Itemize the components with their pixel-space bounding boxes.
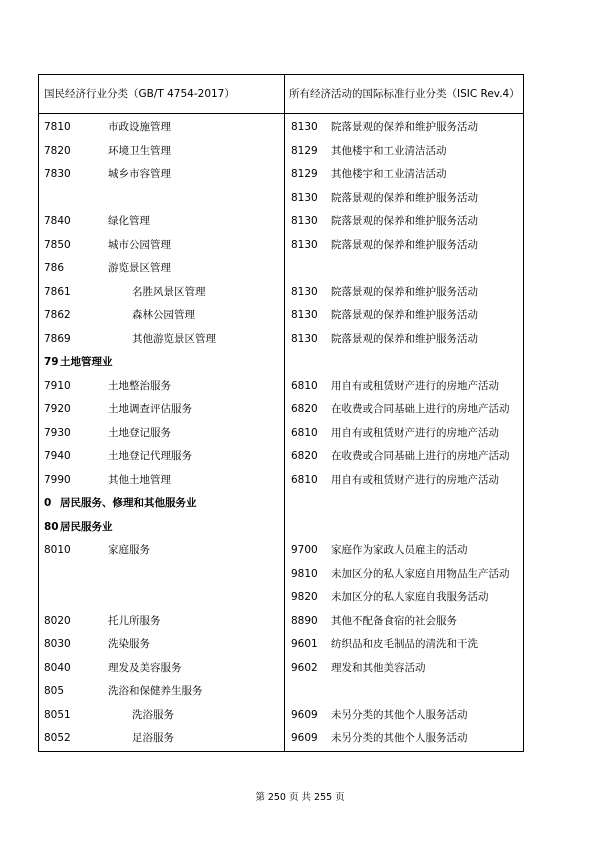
gbt-category-name: 城市公园管理 [108, 238, 171, 251]
gbt-code: 7850 [44, 238, 71, 251]
isic-activity-name: 院落景观的保养和维护服务活动 [331, 238, 478, 251]
gbt-category-name: 理发及美容服务 [108, 661, 182, 674]
isic-activity-name: 在收费或合同基础上进行的房地产活动 [331, 450, 510, 462]
gbt-category-name: 居民服务、修理和其他服务业 [60, 497, 197, 509]
table-row [38, 586, 524, 610]
isic-activity-name: 院落景观的保养和维护服务活动 [331, 191, 478, 204]
gbt-category-name: 居民服务业 [60, 520, 113, 533]
table-row [38, 187, 524, 211]
isic-activity-name: 未加区分的私人家庭自我服务活动 [331, 591, 489, 603]
table-row [38, 539, 524, 563]
isic-activity-name: 院落景观的保养和维护服务活动 [331, 285, 478, 298]
gbt-category-name: 环境卫生管理 [108, 144, 171, 157]
isic-activity-name: 院落景观的保养和维护服务活动 [331, 121, 478, 133]
gbt-code: 7862 [44, 309, 71, 321]
table-row [38, 680, 524, 704]
gbt-code: 8052 [44, 732, 71, 744]
gbt-category-name: 绿化管理 [108, 215, 150, 227]
isic-code: 9700 [291, 544, 318, 556]
gbt-category-name: 市政设施管理 [108, 121, 171, 133]
table-body [38, 114, 524, 751]
gbt-category-name: 家庭服务 [108, 544, 150, 556]
gbt-category-name: 足浴服务 [132, 732, 174, 744]
gbt-category-name: 森林公园管理 [132, 309, 195, 321]
isic-activity-name: 其他楼宇和工业清洁活动 [331, 168, 447, 180]
gbt-category-name: 洗浴服务 [132, 708, 174, 721]
isic-activity-name: 院落景观的保养和维护服务活动 [331, 309, 478, 321]
gbt-category-name: 洗染服务 [108, 638, 150, 650]
gbt-code: 8010 [44, 544, 71, 556]
gbt-code: 7840 [44, 215, 71, 227]
table-row [38, 445, 524, 469]
table-row [38, 727, 524, 751]
page-number: 第 250 页 共 255 页 [255, 792, 345, 803]
isic-code: 9609 [291, 708, 318, 721]
isic-activity-name: 其他楼宇和工业清洁活动 [331, 144, 447, 157]
isic-activity-name: 理发和其他美容活动 [331, 661, 426, 674]
isic-code: 9810 [291, 567, 318, 580]
isic-code: 8890 [291, 614, 318, 627]
isic-activity-name: 院落景观的保养和维护服务活动 [331, 215, 478, 227]
gbt-code: 8020 [44, 614, 71, 627]
gbt-code: 8051 [44, 708, 71, 721]
gbt-code: 7861 [44, 285, 71, 298]
isic-activity-name: 其他不配备食宿的社会服务 [331, 614, 457, 627]
gbt-code: 805 [44, 685, 65, 697]
gbt-code: 7920 [44, 403, 71, 415]
table-row [38, 351, 524, 375]
isic-code: 8130 [291, 191, 318, 204]
gbt-code: 7990 [44, 473, 71, 486]
gbt-code: 7930 [44, 426, 71, 439]
table-row [38, 704, 524, 728]
gbt-category-name: 土地登记服务 [108, 426, 171, 439]
gbt-code: 7940 [44, 450, 71, 462]
isic-code: 9820 [291, 591, 318, 603]
table-header [38, 75, 524, 114]
isic-code: 6810 [291, 379, 318, 392]
gbt-code: 7820 [44, 144, 71, 157]
table-row [38, 657, 524, 681]
isic-activity-name: 纺织品和皮毛制品的清洗和干洗 [331, 638, 478, 650]
gbt-code: 8030 [44, 638, 71, 650]
gbt-code: 7910 [44, 379, 71, 392]
isic-activity-name: 未另分类的其他个人服务活动 [331, 732, 468, 744]
gbt-code: 8040 [44, 661, 71, 674]
gbt-category-name: 土地登记代理服务 [108, 450, 192, 462]
isic-activity-name: 家庭作为家政人员雇主的活动 [331, 544, 468, 556]
gbt-code: 7869 [44, 332, 71, 345]
gbt-code: 7830 [44, 168, 71, 180]
isic-code: 8130 [291, 309, 318, 321]
isic-code: 8129 [291, 168, 318, 180]
isic-code: 8129 [291, 144, 318, 157]
isic-code: 8130 [291, 238, 318, 251]
table-row [38, 563, 524, 587]
isic-code: 6810 [291, 426, 318, 439]
table-row [38, 610, 524, 634]
table-row [38, 422, 524, 446]
gbt-category-name: 托儿所服务 [108, 614, 161, 627]
gbt-category-name: 土地调查评估服务 [108, 403, 192, 415]
table-row [38, 375, 524, 399]
gbt-category-name: 名胜风景区管理 [132, 285, 206, 298]
gbt-category-name: 土地整治服务 [108, 379, 171, 392]
gbt-category-name: 土地管理业 [60, 356, 113, 368]
isic-activity-name: 用自有或租赁财产进行的房地产活动 [331, 379, 499, 392]
table-row [38, 304, 524, 328]
isic-code: 9601 [291, 638, 318, 650]
isic-code: 8130 [291, 121, 318, 133]
isic-activity-name: 用自有或租赁财产进行的房地产活动 [331, 426, 499, 439]
isic-activity-name: 用自有或租赁财产进行的房地产活动 [331, 473, 499, 486]
isic-activity-name: 未加区分的私人家庭自用物品生产活动 [331, 567, 510, 580]
isic-activity-name: 未另分类的其他个人服务活动 [331, 708, 468, 721]
isic-code: 6810 [291, 473, 318, 486]
isic-code: 9602 [291, 661, 318, 674]
table-row [38, 163, 524, 187]
gbt-code: 7810 [44, 121, 71, 133]
table-row [38, 633, 524, 657]
isic-code: 6820 [291, 450, 318, 462]
table-row [38, 281, 524, 305]
gbt-code: 80 [44, 520, 59, 533]
table-row [38, 492, 524, 516]
table-row [38, 516, 524, 540]
table-row [38, 140, 524, 164]
gbt-code: 79 [44, 356, 59, 368]
table-row [38, 328, 524, 352]
isic-code: 9609 [291, 732, 318, 744]
header-gbt-classification: 国民经济行业分类（GB/T 4754-2017） [44, 88, 235, 100]
table-row [38, 210, 524, 234]
gbt-category-name: 其他游览景区管理 [132, 332, 216, 345]
gbt-category-name: 洗浴和保健养生服务 [108, 685, 203, 697]
table-row [38, 469, 524, 493]
header-isic-classification: 所有经济活动的国际标准行业分类（ISIC Rev.4） [289, 88, 520, 100]
isic-activity-name: 院落景观的保养和维护服务活动 [331, 332, 478, 345]
isic-code: 8130 [291, 285, 318, 298]
gbt-code: 0 [44, 497, 52, 509]
gbt-category-name: 其他土地管理 [108, 473, 171, 486]
classification-table [38, 74, 524, 752]
gbt-category-name: 城乡市容管理 [108, 168, 171, 180]
isic-code: 8130 [291, 215, 318, 227]
table-row [38, 234, 524, 258]
gbt-code: 786 [44, 262, 65, 274]
table-row [38, 116, 524, 140]
isic-code: 6820 [291, 403, 318, 415]
gbt-category-name: 游览景区管理 [108, 262, 171, 274]
table-row [38, 398, 524, 422]
table-row [38, 257, 524, 281]
isic-code: 8130 [291, 332, 318, 345]
isic-activity-name: 在收费或合同基础上进行的房地产活动 [331, 403, 510, 415]
